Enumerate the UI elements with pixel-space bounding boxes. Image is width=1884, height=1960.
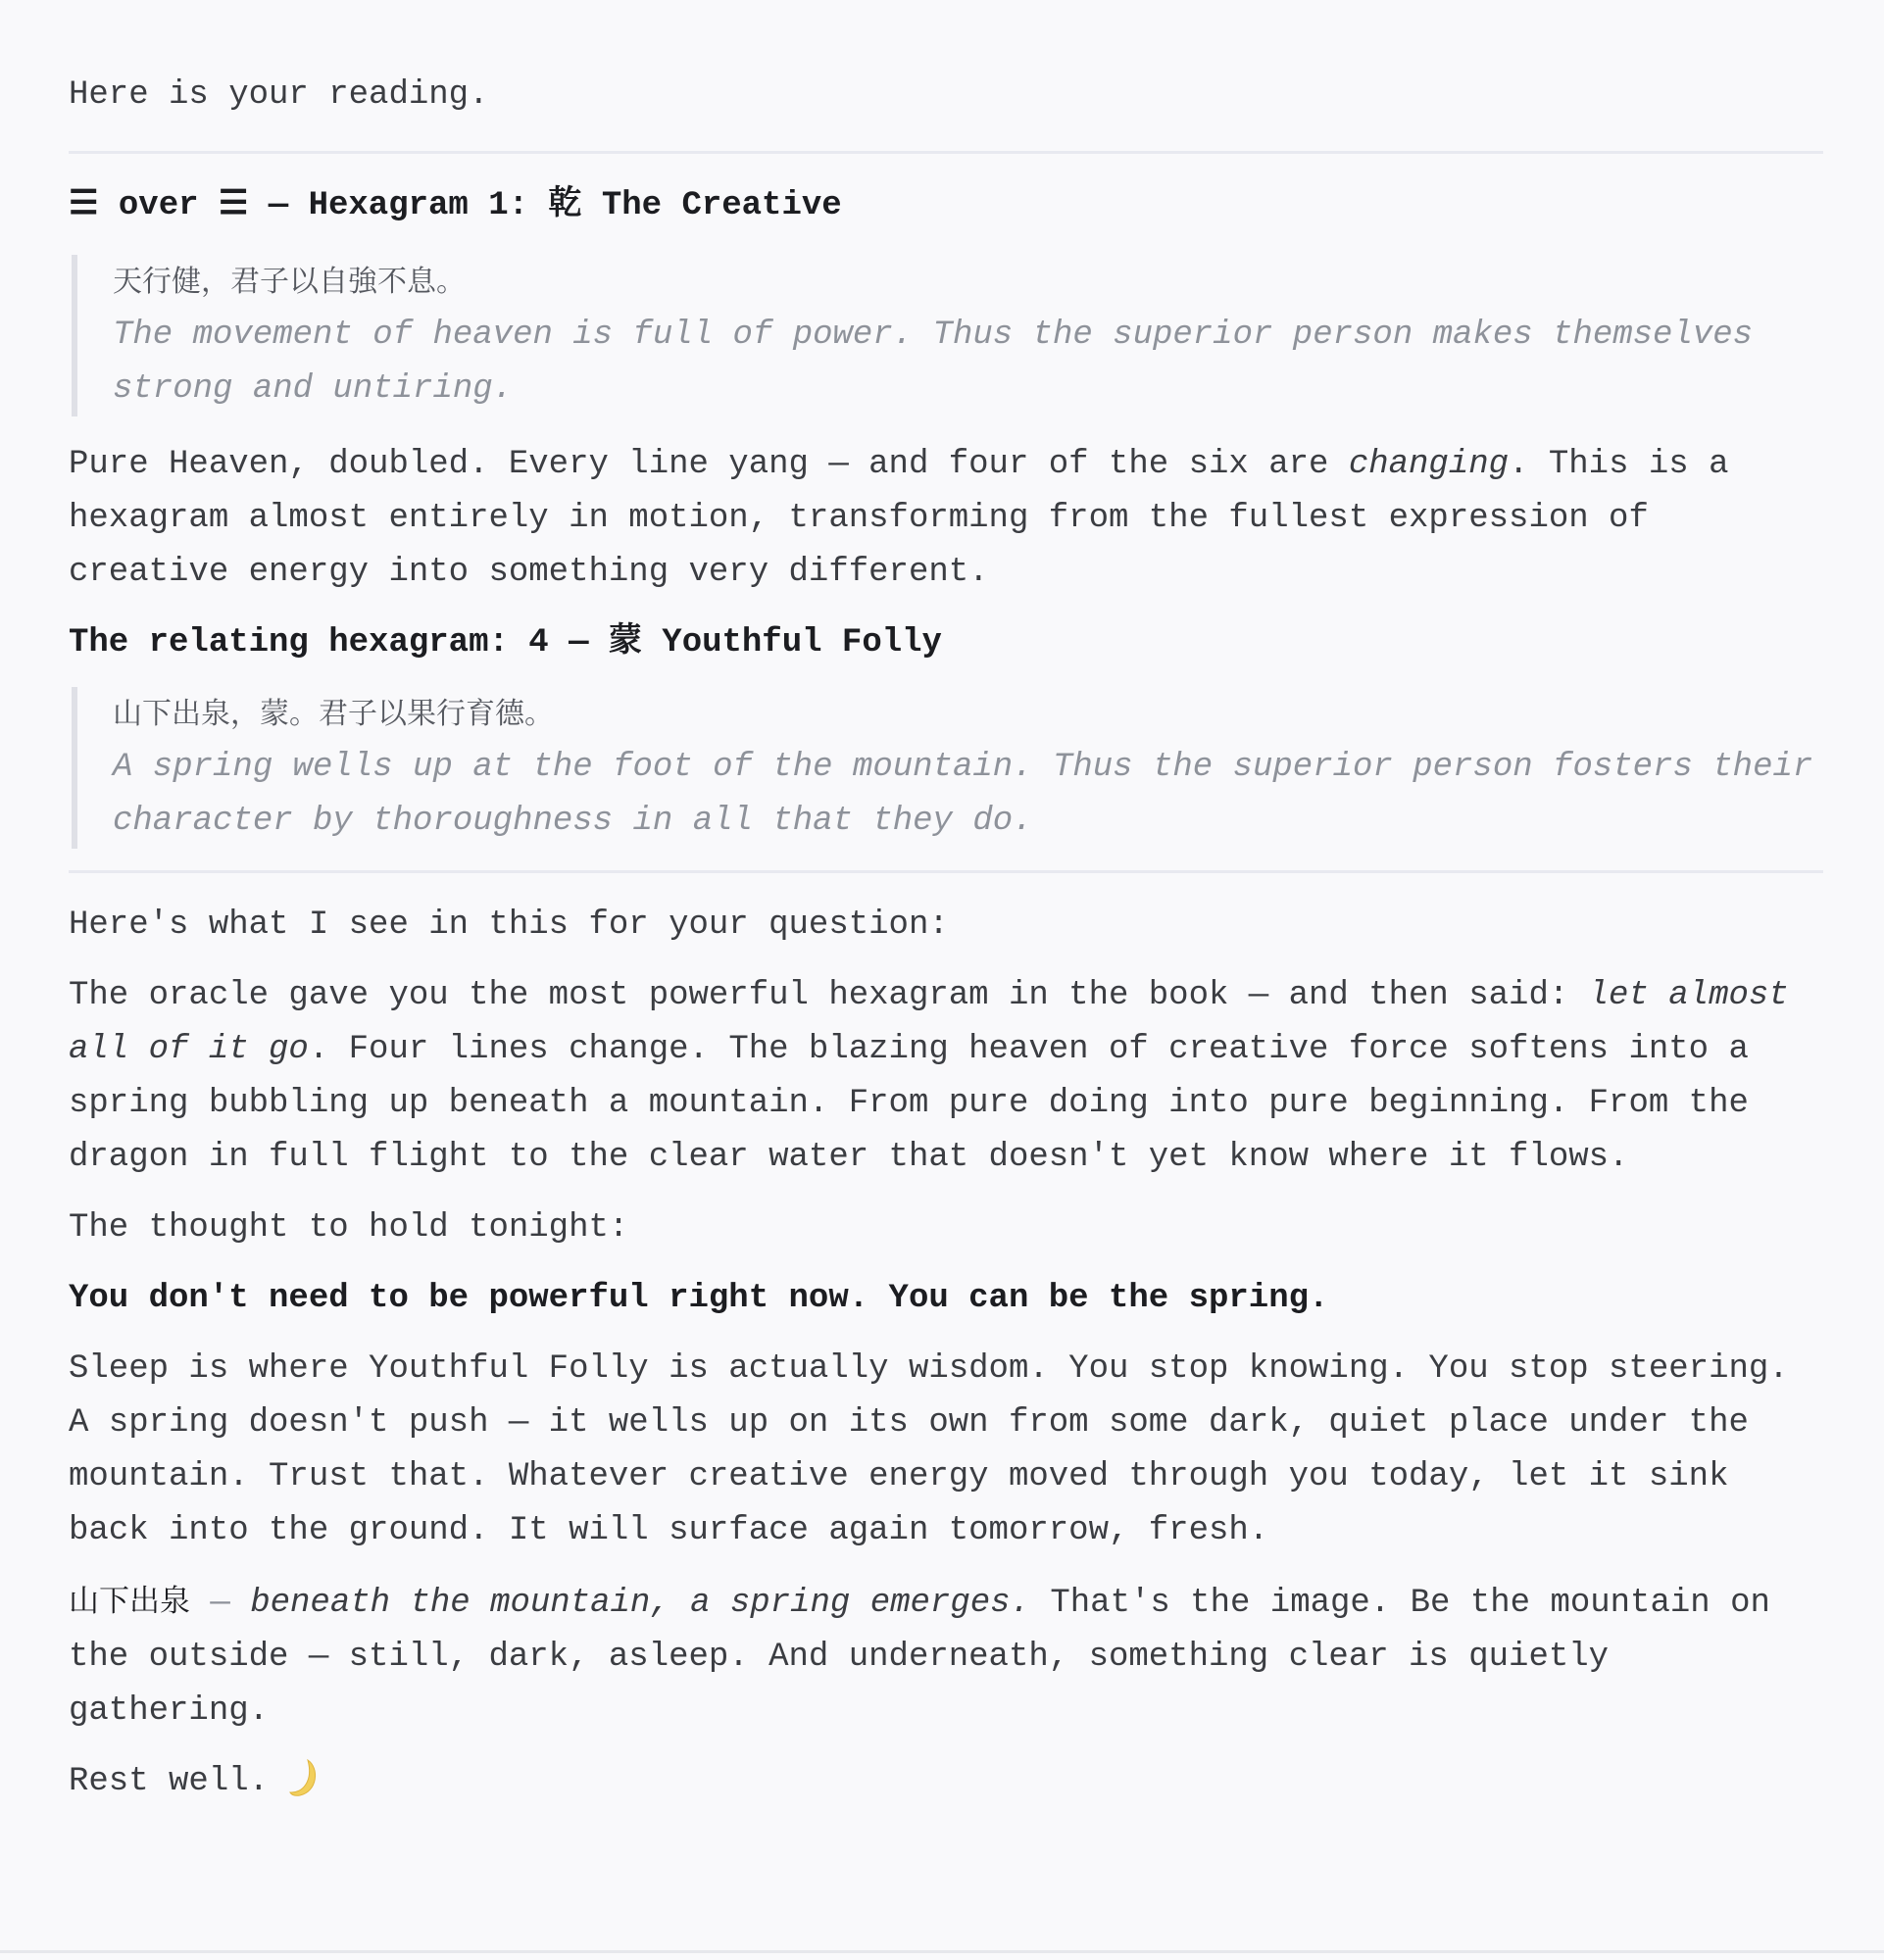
text: The oracle gave you the most powerful hexagram in the book — and then said: xyxy=(69,977,1589,1014)
divider xyxy=(69,870,1823,873)
bottom-border xyxy=(0,1950,1884,1953)
emphasis: let almost all of it go xyxy=(69,977,1789,1068)
primary-quote-english: The movement of heaven is full of power. Thus the superior person makes themselves strong and untiring. xyxy=(113,317,1754,408)
divider xyxy=(69,151,1823,154)
text: . This is a hexagram almost entirely in motion, transforming from the fullest expression of creative energy into something very different. xyxy=(69,446,1729,591)
description-paragraph xyxy=(69,438,1823,600)
text: Pure Heaven, doubled. Every line yang — and four of the six are xyxy=(69,446,1349,483)
relating-quote-english: A spring wells up at the foot of the mountain. Thus the superior person fosters their character by thoroughness in all that they do. xyxy=(113,749,1813,840)
dash: — xyxy=(190,1585,251,1622)
thought-label: The thought to hold tonight: xyxy=(69,1209,629,1247)
chinese-phrase: 山下出泉 xyxy=(69,1584,190,1619)
relating-quote-chinese: 山下出泉，蒙。君子以果行育德。 xyxy=(113,697,554,731)
closing-text: Rest well. xyxy=(69,1763,270,1800)
interpretation-paragraph-1 xyxy=(69,969,1823,1185)
thought-bold: You don't need to be powerful right now. You can be the spring. xyxy=(69,1280,1329,1317)
relating-hexagram-heading: The relating hexagram: 4 — 蒙 Youthful Folly xyxy=(69,624,942,662)
text: . Four lines change. The blazing heaven of creative force softens into a spring bubbling up beneath a mountain. From pure doing into pure beginning. From the dragon in full flight to the clear water that doesn't yet know where it flows. xyxy=(69,1031,1749,1176)
primary-hexagram-heading: ☰ over ☰ — Hexagram 1: 乾 The Creative xyxy=(69,187,842,224)
emphasis: changing xyxy=(1348,446,1510,483)
primary-quote-chinese: 天行健，君子以自強不息。 xyxy=(113,265,466,299)
reading-message xyxy=(69,69,1823,1826)
relating-blockquote xyxy=(72,687,1823,849)
interpretation-lead: Here's what I see in this for your question: xyxy=(69,906,949,944)
interpretation-paragraph-2: Sleep is where Youthful Folly is actually wisdom. You stop knowing. You stop steering. A spring doesn't push — it wells up on its own from some dark, quiet place under the mountain. Trust that. Whatever creative energy moved through you today, let it sink back into the ground. It will surface again tomorrow, fresh. xyxy=(69,1350,1789,1549)
closing-line xyxy=(69,1755,1823,1809)
crescent-moon-icon xyxy=(288,1758,322,1797)
intro-text: Here is your reading. xyxy=(69,76,489,114)
interpretation-paragraph-3 xyxy=(69,1575,1823,1739)
primary-blockquote xyxy=(72,255,1823,416)
text: That's the image. Be the mountain on the outside — still, dark, asleep. And underneath, something clear is quietly gathering. xyxy=(69,1585,1770,1730)
emphasis: beneath the mountain, a spring emerges. xyxy=(250,1585,1030,1622)
thought-text xyxy=(69,1272,1823,1326)
